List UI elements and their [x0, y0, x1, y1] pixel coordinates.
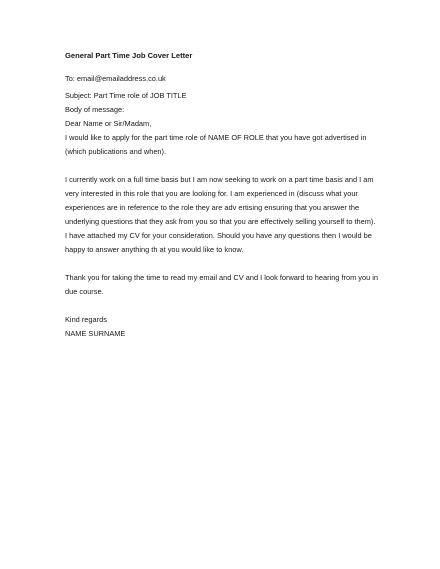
spacer [65, 159, 375, 173]
subject-line: Subject: Part Time role of JOB TITLE [65, 91, 187, 100]
letter-document [65, 50, 379, 341]
spacer [65, 299, 375, 313]
paragraph-line: very interested in this role that you are looking for. I am experienced in (discuss what your [65, 189, 358, 198]
paragraph-1 [65, 131, 375, 159]
paragraph-line: happy to answer anything th at you would like to know. [65, 245, 244, 254]
body-label: Body of message: [65, 105, 125, 114]
signature: NAME SURNAME [65, 329, 126, 338]
paragraph-line: underlying questions that they ask from you so that you are effectively selling yourself to them). [65, 217, 376, 226]
closing: Kind regards [65, 315, 107, 324]
paragraph-3 [65, 271, 379, 299]
paragraph-line: I would like to apply for the part time role of NAME OF ROLE that you have got advertised in [65, 133, 367, 142]
paragraph-line: experiences are in reference to the role they are adv ertising ensuring that you answer the [65, 203, 360, 212]
paragraph-line: I currently work on a full time basis but I am now seeking to work on a part time basis and I am [65, 175, 374, 184]
paragraph-line: Thank you for taking the time to read my email and CV and I look forward to hearing from you in [65, 273, 379, 282]
paragraph-line: (which publications and when). [65, 147, 167, 156]
letter-title: General Part Time Job Cover Letter [65, 51, 193, 60]
paragraph-line: due course. [65, 287, 104, 296]
paragraph-2 [65, 173, 375, 257]
spacer [65, 257, 375, 271]
paragraph-line: I have attached my CV for your consideration. Should you have any questions then I would be [65, 231, 372, 240]
salutation: Dear Name or Sir/Madam, [65, 119, 152, 128]
to-line: To: email@emailaddress.co.uk [65, 74, 166, 83]
